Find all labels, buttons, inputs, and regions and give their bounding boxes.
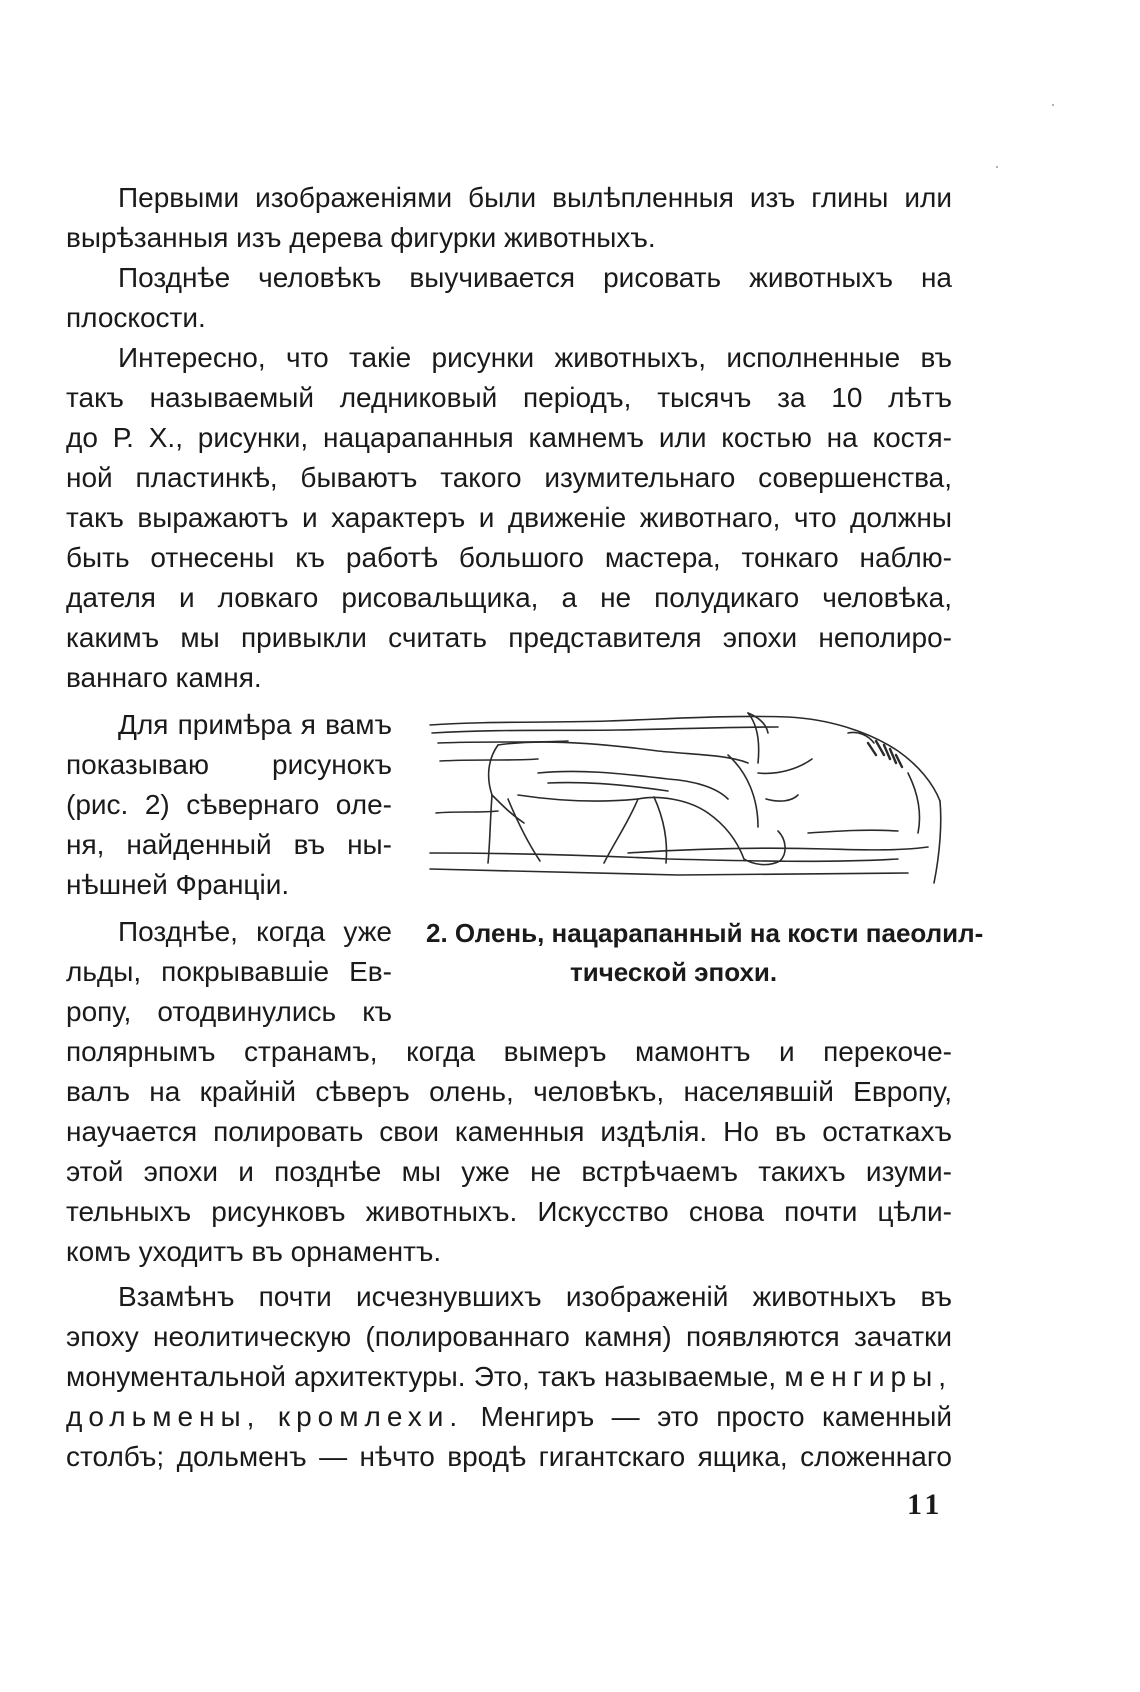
paragraph-3-line-9: ваннаго камня. xyxy=(66,662,262,693)
paragraph-5-narrow-line-3: ропу, отодвинулись къ xyxy=(66,996,392,1027)
paragraph-5-line-6: комъ уходитъ въ орнаментъ. xyxy=(66,1236,442,1267)
bone-top-edge-inner xyxy=(432,727,778,733)
paragraph-3-line-5: такъ выражаютъ и характеръ и движеніе животнаго, что должны xyxy=(66,502,952,533)
reindeer-chest xyxy=(638,798,708,813)
scan-speck xyxy=(1052,104,1054,106)
paragraph-6-line-4 xyxy=(66,1397,952,1437)
term-dolmens: дольмены, xyxy=(66,1401,261,1432)
paragraph-5-narrow-line-2: льды, покрывавшіе Ев- xyxy=(66,956,392,987)
paragraph-3-line-8: какимъ мы привыкли считать представителя эпохи неполиро- xyxy=(66,622,952,653)
page-number: 11 xyxy=(907,1488,944,1521)
reindeer-antler-2 xyxy=(758,759,812,773)
paragraph-4-line-2: показываю рисунокъ xyxy=(66,749,392,780)
paragraph-3-line-1: Интересно, что такіе рисунки животныхъ, исполненные въ xyxy=(118,342,952,373)
paragraph-3-line-3: до Р. Х., рисунки, нацарапанныя камнемъ или костью на костя- xyxy=(66,422,952,453)
reindeer-belly xyxy=(518,795,638,801)
paragraph-3-line-7: дателя и ловкаго рисовальщика, а не полудикаго человѣка, xyxy=(66,582,952,613)
paragraph-4-line-3: (рис. 2) сѣвернаго оле- xyxy=(66,789,392,820)
paragraph-1-line-2: вырѣзанныя изъ дерева фигурки животныхъ. xyxy=(66,222,656,253)
reindeer-antler-3 xyxy=(766,795,798,801)
paragraph-6-line-1: Взамѣнъ почти исчезнувшихъ изображеній животныхъ въ xyxy=(118,1281,952,1312)
paragraph-4-line-4: ня, найденный въ ны- xyxy=(66,829,392,860)
scan-speck xyxy=(996,166,998,168)
paragraph-6-line-3 xyxy=(66,1357,952,1397)
paragraph-6-line-3-text: монументальной архитектуры. Это, такъ называемые, xyxy=(66,1361,785,1392)
reindeer-hind-leg-2 xyxy=(508,799,540,861)
paragraph-1-line-1: Первыми изображеніями были вылѣпленныя изъ глины или xyxy=(118,182,952,213)
paragraph-5-line-1: полярнымъ странамъ, когда вымеръ мамонтъ и перекоче- xyxy=(66,1036,952,1067)
reindeer-rump xyxy=(489,745,498,795)
figure-caption-line-1: 2. Олень, нацарапанный на кости паеолил- xyxy=(426,918,984,948)
term-menhirs: менгиры, xyxy=(784,1361,952,1392)
reindeer-engraving-figure xyxy=(428,703,948,903)
term-cromlechs: кромлехи. xyxy=(277,1401,464,1432)
paragraph-2-line-2: плоскости. xyxy=(66,302,206,333)
paragraph-2-line-1: Позднѣе человѣкъ выучивается рисовать животныхъ на xyxy=(118,262,952,293)
reindeer-antler-1 xyxy=(748,713,759,763)
paragraph-3-line-4: ной пластинкѣ, бываютъ такого изумительнаго совершенства, xyxy=(66,462,952,493)
paragraph-5-line-4: этой эпохи и позднѣе мы уже не встрѣчаемъ такихъ изуми- xyxy=(66,1156,952,1187)
paragraph-6-line-4-text: Менгиръ — это просто каменный xyxy=(463,1401,952,1432)
paragraph-5-line-3: научается полировать свои каменныя издѣлія. Но въ остаткахъ xyxy=(66,1116,952,1147)
paragraph-3-line-6: быть отнесены къ работѣ большого мастера, тонкаго наблю- xyxy=(66,542,952,573)
paragraph-5-line-2: валъ на крайній сѣверъ олень, человѣкъ, населявшій Европу, xyxy=(66,1076,952,1107)
figure-caption-line-2: тической эпохи. xyxy=(570,957,778,987)
paragraph-5-line-5: тельныхъ рисунковъ животныхъ. Искусство снова почти цѣли- xyxy=(66,1196,952,1227)
bone-bottom-edge xyxy=(430,853,898,861)
paragraph-5-narrow-line-1: Позднѣе, когда уже xyxy=(118,916,392,947)
reindeer-fore-leg-2 xyxy=(654,797,667,863)
reindeer-neck xyxy=(728,755,758,827)
bone-right-end xyxy=(934,801,941,883)
paragraph-6-line-2: эпоху неолитическую (полированнаго камня) появляются зачатки xyxy=(66,1321,952,1352)
bone-bottom-edge-2 xyxy=(430,869,908,875)
paragraph-4-line-5: нѣшней Франціи. xyxy=(66,869,290,900)
reindeer-neck-under xyxy=(708,813,744,859)
paragraph-3-line-2: такъ называемый ледниковый періодъ, тысячъ за 10 лѣтъ xyxy=(66,382,952,413)
paragraph-4-line-1: Для примѣра я вамъ xyxy=(118,709,392,740)
paragraph-6-line-5: столбъ; дольменъ — нѣчто вродѣ гигантскаго ящика, сложеннаго xyxy=(66,1441,952,1472)
